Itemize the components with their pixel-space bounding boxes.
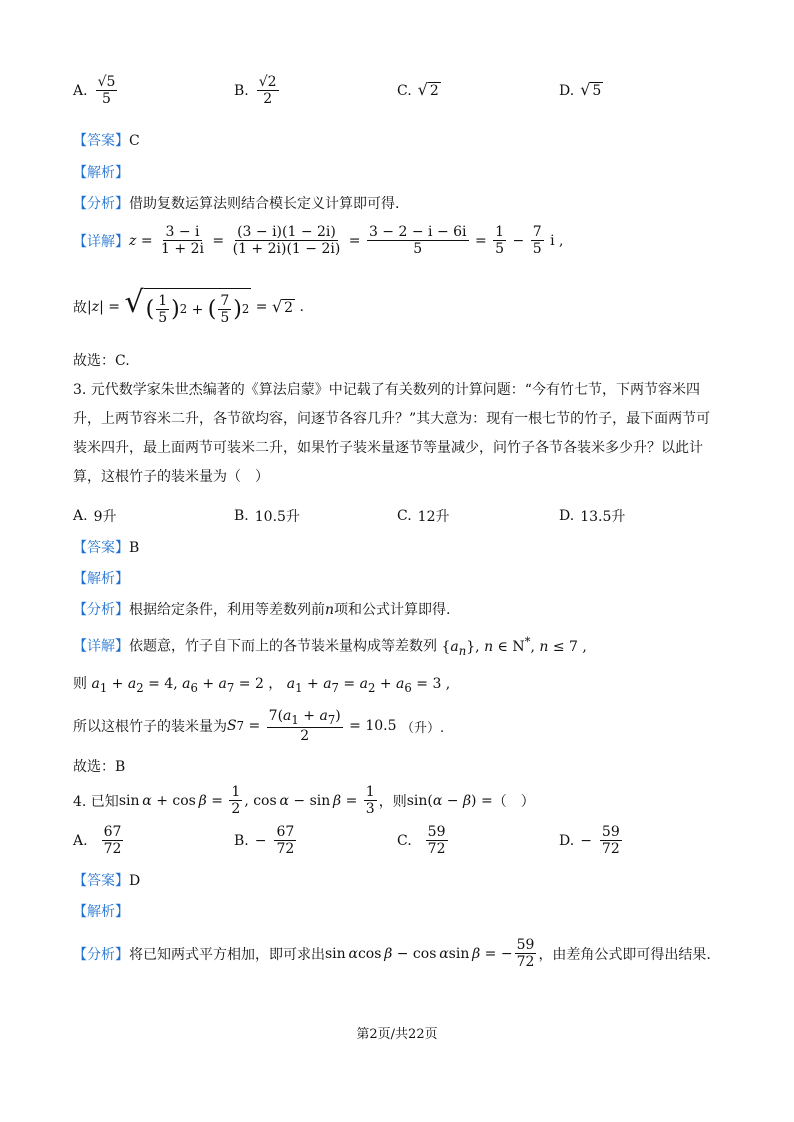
q3-option-a: A. 9升 bbox=[73, 508, 117, 525]
q2-choose: 故选：C. bbox=[73, 353, 130, 369]
option-fraction: $\frac{√2}{2}$ bbox=[258, 74, 277, 108]
q4-option-c: C. $\frac{59}{72}$ bbox=[397, 824, 446, 858]
q3-detail: 【详解】依题意，竹子自下而上的各节装米量构成等差数列 $\{a_n\}$, n ∈ N*, n ≤ 7 , bbox=[73, 634, 587, 658]
q3-detail-line2: 则 $a_1 + a_2 = 4$, $a_6 + a_7 = 2$ ， $a_1 + a_7 = a_2 + a_6 = 3$ , bbox=[73, 676, 451, 695]
q2-option-d bbox=[559, 82, 603, 99]
q3-analysis-tag: 【解析】 bbox=[73, 571, 129, 587]
page-footer: 第2页/共22页 bbox=[356, 1027, 438, 1042]
q2-analysis-tag: 【解析】 bbox=[73, 165, 129, 181]
q4-stem: 4. 已知 sin α + cos β = $\frac{1}{2}$ , cos α − sin β = $\frac{1}{3}$ ，则 sin(α − β) = （ ） bbox=[73, 784, 535, 818]
q3-stem: 3. 元代数学家朱世杰编著的《算法启蒙》中记载了有关数列的计算问题：“今有竹七节，下两节容米四 升，上两节容米二升，各节欲均容，问逐节各容几升？”其大意为：现有一根七节的竹子，最下面两节可 装米四升，最上面两节可装米二升，如果竹子装米量逐节等量减少，问竹子各节各装米多少升？以此计 算，这根竹子的装米量为（ ） bbox=[73, 382, 711, 485]
option-label: B. bbox=[234, 82, 249, 99]
q4-option-b: B. − $\frac{67}{72}$ bbox=[234, 824, 295, 858]
q2-option-a bbox=[73, 74, 119, 107]
q3-option-d: D. 13.5升 bbox=[559, 508, 626, 525]
option-sqrt: √ 5 bbox=[580, 80, 602, 99]
q4-option-a: A. $\frac{67}{72}$ bbox=[73, 824, 122, 858]
option-label: D. bbox=[559, 82, 575, 99]
q2-fenxi: 【分析】借助复数运算法则结合模长定义计算即可得. bbox=[73, 196, 400, 212]
q2-option-c bbox=[397, 82, 441, 99]
q3-answer: 【答案】B bbox=[73, 540, 140, 556]
q2-detail: 【详解】 z = $\frac{3 - i}{1 + 2i}$ = $\frac{(3 - i)(1 - 2i)}{(1 + 2i)(1 - 2i)}$ = $\frac{3 - 2 - i - 6i}{5}$ = $\frac{1}{5}$ − $\frac{7}{5}$ i , bbox=[73, 224, 564, 258]
q3-option-c: C. 12升 bbox=[397, 508, 450, 525]
option-label: C. bbox=[397, 82, 412, 99]
q2-answer: 【答案】C bbox=[73, 133, 140, 149]
option-sqrt: √ 2 bbox=[417, 80, 439, 99]
q4-answer: 【答案】D bbox=[73, 873, 141, 889]
q2-option-b bbox=[234, 74, 281, 107]
q3-fenxi: 【分析】根据给定条件，利用等差数列前n项和公式计算即得. bbox=[73, 602, 451, 618]
q3-choose: 故选：B bbox=[73, 759, 126, 775]
q4-option-d: D. − $\frac{59}{72}$ bbox=[559, 824, 620, 858]
q3-option-b: B. 10.5升 bbox=[234, 508, 300, 525]
q4-analysis-tag: 【解析】 bbox=[73, 904, 129, 920]
q3-detail-line3: 所以这根竹子的装米量为 S 7 = $\frac{7(a_1 + a_7)}{2}$ = 10.5 （升）. bbox=[73, 708, 445, 745]
q4-fenxi: 【分析】 将已知两式平方相加，即可求出 sin αcos β − cos αsin β = − $\frac{59}{72}$ ，由差角公式即可得出结果. bbox=[73, 937, 711, 971]
option-label: A. bbox=[73, 82, 88, 99]
q2-modulus: 故 | z | = √ ( $\frac{1}{5}$ ) 2 + ( $\frac{7}{5}$ ) 2 = √ 2 . bbox=[73, 285, 304, 327]
option-fraction: $\frac{√5}{5}$ bbox=[97, 74, 116, 108]
